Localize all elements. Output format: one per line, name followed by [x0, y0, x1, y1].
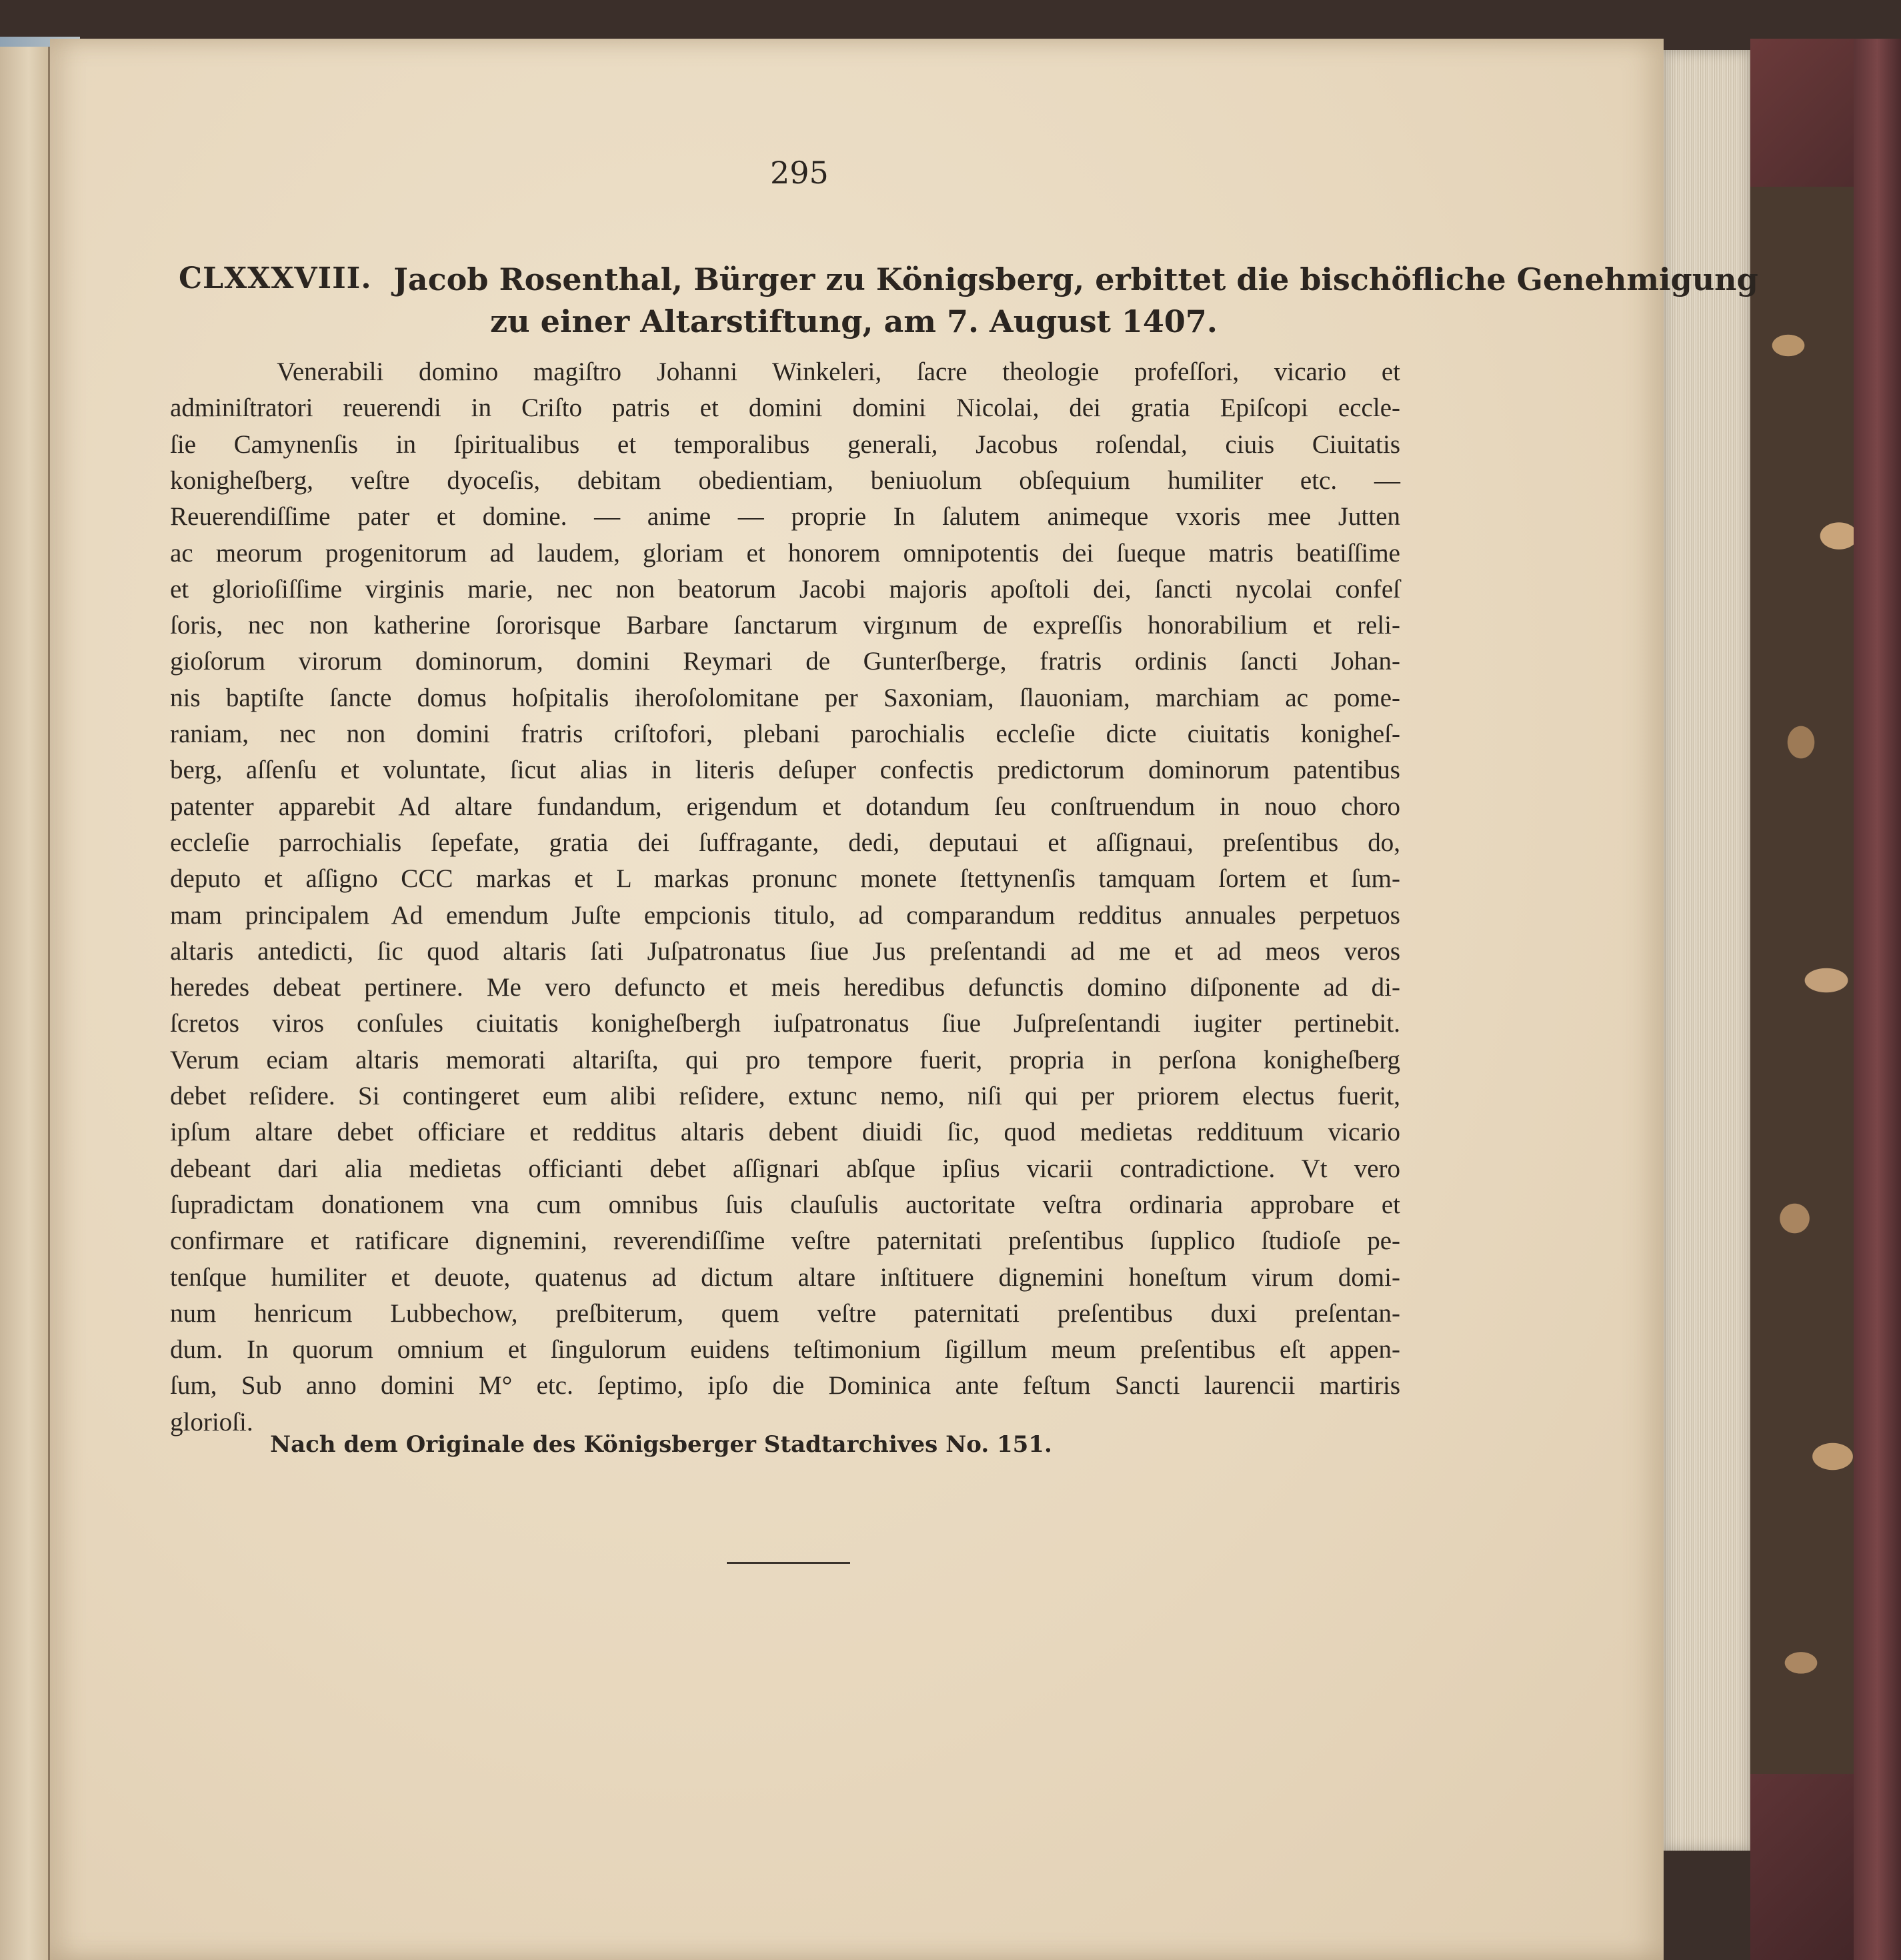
- document-heading-line-2: zu einer Altarstiftung, am 7. August 1407.: [490, 303, 1218, 339]
- body-line: Venerabili domino magiſtro Johanni Winkeleri, ſacre theologie profeſſori, vicario et: [277, 357, 1400, 386]
- page-edges: [1664, 50, 1750, 1851]
- body-line: ipſum altare debet officiare et redditus altaris debent diuidi ſic, quod medietas reddituum vicario: [170, 1118, 1400, 1147]
- body-line: berg, aſſenſu et voluntate, ſicut alias in literis deſuper confectis predictorum dominorum patentibus: [170, 756, 1400, 785]
- page-number: 295: [770, 155, 829, 191]
- body-line: Reuerendiſſime pater et domine. — anime — proprie In ſalutem animeque vxoris mee Jutten: [170, 502, 1400, 532]
- body-line: nis baptiſte ſancte domus hoſpitalis iheroſolomitane per Saxoniam, ſlauoniam, marchiam ac pome-: [170, 683, 1400, 712]
- body-line: debet reſidere. Si contingeret eum alibi reſidere, extunc nemo, niſi qui per priorem electus fuerit,: [170, 1082, 1400, 1110]
- body-line: ſoris, nec non katherine ſororisque Barbare ſanctarum virgınum de expreſſis honorabilium et reli-: [170, 611, 1400, 640]
- book-cover-edge: [1854, 39, 1901, 1960]
- body-line: ſie Camynenſis in ſpiritualibus et temporalibus generali, Jacobus roſendal, ciuis Ciuitatis: [170, 429, 1400, 459]
- body-line: deputo et aſſigno CCC markas et L markas pronunc monete ſtettynenſis tamquam ſortem et ſum-: [170, 864, 1400, 894]
- document-numeral: CLXXXVIII.: [179, 261, 372, 295]
- body-line: Verum eciam altaris memorati altariſta, qui pro tempore fuerit, propria in perſona konigheſberg: [170, 1045, 1400, 1074]
- body-line: ſupradictam donationem vna cum omnibus ſuis clauſulis auctoritate veſtra ordinaria approbare et: [170, 1190, 1400, 1219]
- body-line: adminiſtratori reuerendi in Criſto patris et domini domini Nicolai, dei gratia Epiſcopi eccle-: [170, 393, 1400, 423]
- source-footnote: Nach dem Originale des Königsberger Stadtarchives No. 151.: [270, 1431, 1052, 1458]
- body-line: debeant dari alia medietas officianti debet aſſignari abſque ipſius vicarii contradictione. Vt vero: [170, 1154, 1400, 1183]
- body-line: ſcretos viros conſules ciuitatis konigheſbergh iuſpatronatus ſiue Juſpreſentandi iugiter pertinebit.: [170, 1009, 1400, 1038]
- body-line: ac meorum progenitorum ad laudem, gloriam et honorem omnipotentis dei ſueque matris beatiſſime: [170, 538, 1400, 568]
- body-line: raniam, nec non domini fratris criſtofori, plebani parochialis eccleſie dicte ciuitatis konigheſ-: [170, 720, 1400, 748]
- body-line: et glorioſiſſime virginis marie, nec non beatorum Jacobi majoris apoſtoli dei, ſancti nycolai confeſ: [170, 574, 1400, 604]
- body-line: dum. In quorum omnium et ſingulorum euidens teſtimonium ſigillum meum preſentibus eſt appen-: [170, 1335, 1400, 1364]
- body-line: konigheſberg, veſtre dyoceſis, debitam obedientiam, beniuolum obſequium humiliter etc. —: [170, 465, 1400, 495]
- body-line: mam principalem Ad emendum Juſte empcionis titulo, ad comparandum redditus annuales perpetuos: [170, 900, 1400, 930]
- previous-page-edge: [0, 47, 50, 1960]
- body-line: num henricum Lubbechow, preſbiterum, quem veſtre paternitati preſentibus duxi preſentan-: [170, 1298, 1400, 1328]
- body-line: patenter apparebit Ad altare fundandum, erigendum et dotandum ſeu conſtruendum in nouo choro: [170, 792, 1400, 821]
- body-line: altaris antedicti, ſic quod altaris ſati Juſpatronatus ſiue Jus preſentandi ad me et ad meos veros: [170, 936, 1400, 966]
- body-line: ſum, Sub anno domini M° etc. ſeptimo, ipſo die Dominica ante feſtum Sancti laurencii martiris: [170, 1371, 1400, 1400]
- body-line: heredes debeat pertinere. Me vero defuncto et meis heredibus defunctis domino diſponente ad di-: [170, 973, 1400, 1002]
- body-line: glorioſi.: [170, 1407, 253, 1436]
- body-line: eccleſie parrochialis ſepefate, gratia dei ſuffragante, dedi, deputaui et aſſignaui, preſentibus do,: [170, 828, 1400, 857]
- section-divider: [727, 1562, 850, 1564]
- document-heading-line-1: Jacob Rosenthal, Bürger zu Königsberg, erbittet die bischöfliche Genehmigung: [393, 261, 1758, 297]
- body-line: gioſorum virorum dominorum, domini Reymari de Gunterſberge, fratris ordinis ſancti Johan-: [170, 647, 1400, 676]
- body-line: tenſque humiliter et deuote, quatenus ad dictum altare inſtituere dignemini honeſtum virum domi-: [170, 1262, 1400, 1292]
- body-line: confirmare et ratificare dignemini, reverendiſſime veſtre paternitati preſentibus ſupplico ſtudioſe pe-: [170, 1226, 1400, 1256]
